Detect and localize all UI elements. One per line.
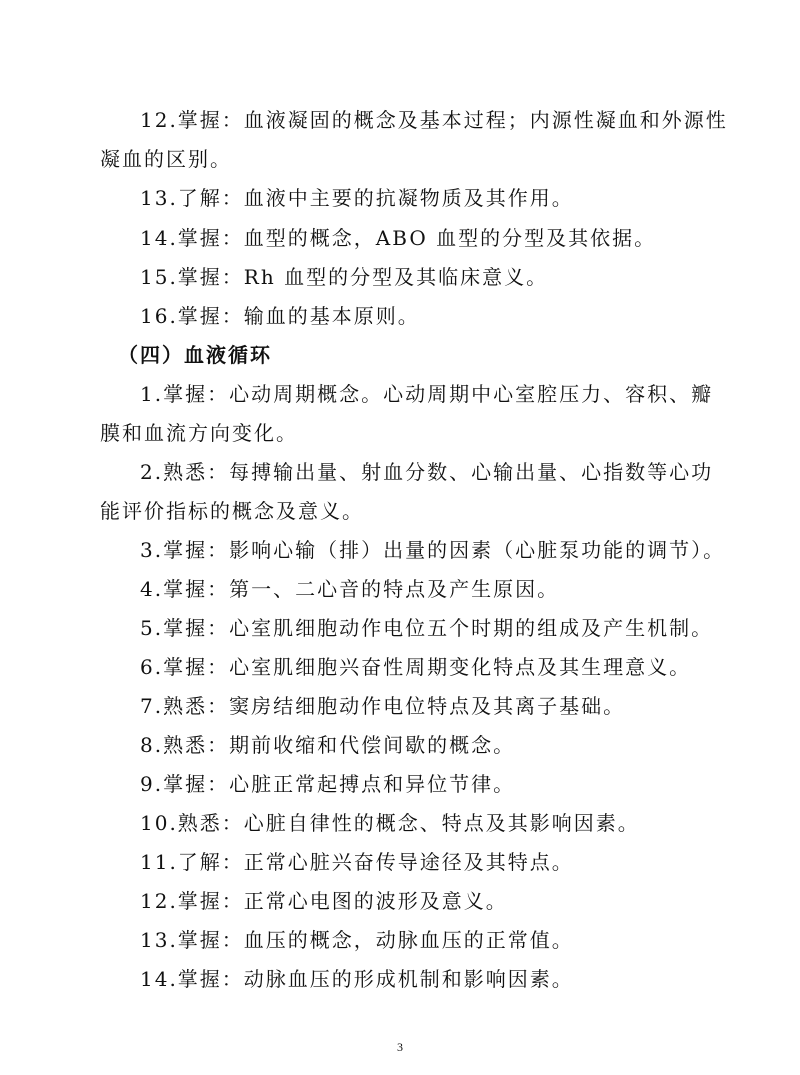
text-line: 14.掌握：动脉血压的形成机制和影响因素。 xyxy=(140,967,574,991)
text-line: 11.了解：正常心脏兴奋传导途径及其特点。 xyxy=(140,850,574,874)
text-line: 2.熟悉：每搏输出量、射血分数、心输出量、心指数等心功 xyxy=(140,460,714,484)
text-line: 4.掌握：第一、二心音的特点及产生原因。 xyxy=(140,577,560,601)
text-line: 13.了解：血液中主要的抗凝物质及其作用。 xyxy=(140,186,574,210)
text-line: 16.掌握：输血的基本原则。 xyxy=(140,304,420,328)
text-line: 9.掌握：心脏正常起搏点和异位节律。 xyxy=(140,772,516,796)
text-line: 凝血的区别。 xyxy=(100,147,232,171)
text-line: 3.掌握：影响心输（排）出量的因素（心脏泵功能的调节）。 xyxy=(140,538,726,562)
text-line: 12.掌握：正常心电图的波形及意义。 xyxy=(140,889,508,913)
text-line: 6.掌握：心室肌细胞兴奋性周期变化特点及其生理意义。 xyxy=(140,655,692,679)
text-line: 1.掌握：心动周期概念。心动周期中心室腔压力、容积、瓣 xyxy=(140,382,714,406)
section-heading: （四）血液循环 xyxy=(118,343,272,367)
text-line: 7.熟悉：窦房结细胞动作电位特点及其离子基础。 xyxy=(140,694,626,718)
page-number: 3 xyxy=(397,1040,403,1054)
text-line: 8.熟悉：期前收缩和代偿间歇的概念。 xyxy=(140,733,516,757)
text-line: 12.掌握：血液凝固的概念及基本过程；内源性凝血和外源性 xyxy=(140,108,728,132)
text-line: 13.掌握：血压的概念，动脉血压的正常值。 xyxy=(140,928,574,952)
text-line: 15.掌握：Rh 血型的分型及其临床意义。 xyxy=(140,265,549,289)
text-line: 膜和血流方向变化。 xyxy=(100,421,298,445)
text-line: 14.掌握：血型的概念，ABO 血型的分型及其依据。 xyxy=(140,226,657,250)
text-line: 10.熟悉：心脏自律性的概念、特点及其影响因素。 xyxy=(140,811,640,835)
text-line: 5.掌握：心室肌细胞动作电位五个时期的组成及产生机制。 xyxy=(140,616,714,640)
text-line: 能评价指标的概念及意义。 xyxy=(100,499,364,523)
